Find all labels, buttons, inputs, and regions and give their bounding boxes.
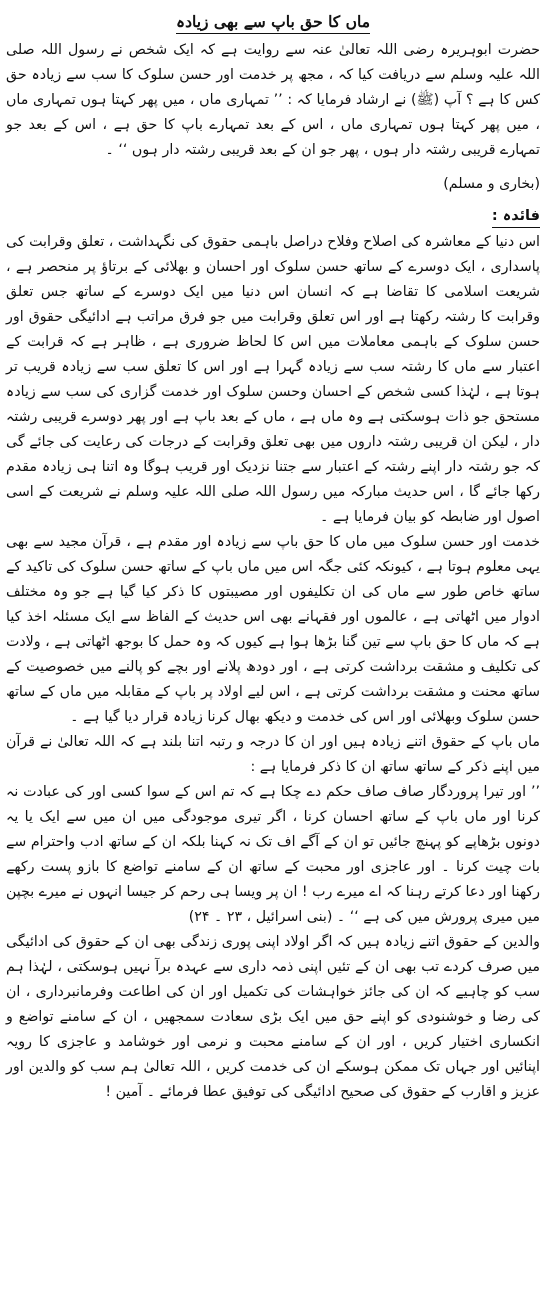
explanation-paragraph: ماں باپ کے حقوق اتنے زیادہ ہیں اور ان کا درجہ و رتبہ اتنا بلند ہے کہ اللہ تعالیٰ نے قرآن میں اپنے ذکر کے ساتھ ساتھ ان کا ذکر فرمایا ہے : — [6, 734, 540, 775]
conclusion-paragraph: والدین کے حقوق اتنے زیادہ ہیں کہ اگر اولاد اپنی پوری زندگی بھی ان کے حقوق کی ادائیگی میں صرف کردے تب بھی ان کے تئیں اپنی ذمہ داری سے عہدہ برآ نہیں ہوسکتی ، لہٰذا ہم سب کو چاہیے کہ ان کی جائز خواہشات کی تکمیل اور ان کی اطاعت وفرمانبرداری ، ان کی رضا و خوشنودی کو اپنے حق میں ایک بڑی سعادت سمجھیں ، ان کے سامنے تواضع و انکساری اختیار کریں ، اور ان کے سامنے محبت و نرمی اور خوشامد و عاجزی کا رویہ اپنائیں اور جہاں تک ممکن ہوسکے ان کی خدمت کریں ، اللہ تعالیٰ ہم سب کو والدین اور عزیز و اقارب کے حقوق کی صحیح ادائیگی کی توفیق عطا فرمائے ۔ آمین ! — [6, 934, 540, 1100]
fawaid-heading: فائدہ : — [492, 205, 540, 228]
hadith-reference: (بخاری و مسلم) — [443, 176, 540, 192]
hadith-text: حضرت ابوہریرہ رضی اللہ تعالیٰ عنہ سے روایت ہے کہ ایک شخص نے رسول اللہ صلی اللہ علیہ وسلم سے دریافت کیا کہ ، مجھ پر خدمت اور حسن سلوک کا سب سے زیادہ حق کس کا ہے ؟ آپ (ﷺ) نے ارشاد فرمایا کہ : ’’ تمہاری ماں ، میں پھر کہتا ہوں تمہاری ماں ، میں پھر کہتا ہوں تمہاری ماں ، اس کے بعد تمہارے باپ کا حق ہے ، اس کے بعد جو تمہارے قریبی رشتہ دار ہوں ، پھر جو ان کے بعد قریبی رشتہ دار ہوں ‘‘ ۔ — [6, 42, 540, 158]
article-title: ماں کا حق باپ سے بھی زیادہ — [176, 12, 370, 34]
quran-quote-paragraph: ’’ اور تیرا پروردگار صاف صاف حکم دے چکا ہے کہ تم اس کے سوا کسی اور کی عبادت نہ کرنا اور ماں باپ کے ساتھ احسان کرنا ، اگر تیری موجودگی میں ان میں سے ایک یا یہ دونوں بڑھاپے کو پہنچ جائیں تو ان کے آگے اف تک نہ کہنا بلکہ ان کے ساتھ ادب واحترام سے بات چیت کرنا ۔ اور عاجزی اور محبت کے ساتھ ان کے سامنے تواضع کا بازو پست رکھے رکھنا اور دعا کرتے رہنا کہ اے میرے رب ! ان پر ویسا ہی رحم کر جیسا انہوں نے میرے بچپن میں میری پرورش میں کی ہے ‘‘ ۔ (بنی اسرائیل ، ۲۳ ۔ ۲۴) — [6, 784, 540, 925]
explanation-paragraph: خدمت اور حسن سلوک میں ماں کا حق باپ سے زیادہ اور مقدم ہے ، قرآن مجید سے بھی یہی معلوم ہوتا ہے ، کیونکہ کئی جگہ اس میں ماں باپ کے ساتھ حسن سلوک کی تاکید کے ساتھ خاص طور سے ماں کی ان تکلیفوں اور مصیبتوں کا ذکر کیا گیا ہے جو وہ مختلف ادوار میں اٹھاتی ہے ، عالموں اور فقہانے بھی اس حدیث کے الفاظ سے ایک مسئلہ اخذ کیا ہے کہ ماں کا حق باپ سے تین گنا بڑھا ہوا ہے کیوں کہ وہ حمل کا بوجھ اٹھاتی ہے ، ولادت کی تکلیف و مشقت برداشت کرتی ہے ، اور دودھ پلانے اور بچے کو پالنے میں خصوصیت کے ساتھ محنت و مشقت برداشت کرتی ہے ، اس لیے اولاد پر باپ کے مقابلہ میں ماں کے ساتھ حسن سلوک وبھلائی اور اس کی خدمت و دیکھ بھال کرنا زیادہ قرار دیا گیا ہے ۔ — [6, 534, 540, 725]
explanation-paragraph: اس دنیا کے معاشرہ کی اصلاح وفلاح دراصل باہمی حقوق کی نگہداشت ، تعلق وقرابت کی پاسداری ، ایک دوسرے کے ساتھ حسن سلوک اور احسان و بھلائی کے برتاؤ پر منحصر ہے ، شریعت اسلامی کا تقاضا ہے کہ انسان اس دنیا میں ایک دوسرے کے ساتھ جس تعلق وقرابت کا رشتہ رکھتا ہے اور اس تعلق وقرابت میں جو فرق مراتب ہے ادائیگی حقوق اور حسن سلوک کے باہمی معاملات میں اس کا لحاظ ضروری ہے ، ظاہر ہے کہ قرابت کے اعتبار سے ماں کا رشتہ سب سے زیادہ گہرا ہے اور اس کا تعلق سب سے زیادہ قریب تر ہوتا ہے ، لہٰذا کسی شخص کے احسان وحسن سلوک اور خدمت گزاری کی سب سے زیادہ مستحق جو ذات ہوسکتی ہے وہ ماں ہے ، ماں کے بعد باپ ہے اور پھر دوسرے قریبی رشتہ دار ، لیکن ان قریبی رشتہ داروں میں بھی تعلق وقرابت کے درجات کی رعایت کی جائے گی کہ جو رشتہ دار اپنے رشتہ کے اعتبار سے جتنا نزدیک اور قریب ہوگا وہ اتنا ہی زیادہ مقدم رکھا جائے گا ، اس حدیث مبارکہ میں رسول اللہ صلی اللہ علیہ وسلم نے شریعت کے اسی اصول اور ضابطہ کو بیان فرمایا ہے ۔ — [6, 234, 540, 525]
